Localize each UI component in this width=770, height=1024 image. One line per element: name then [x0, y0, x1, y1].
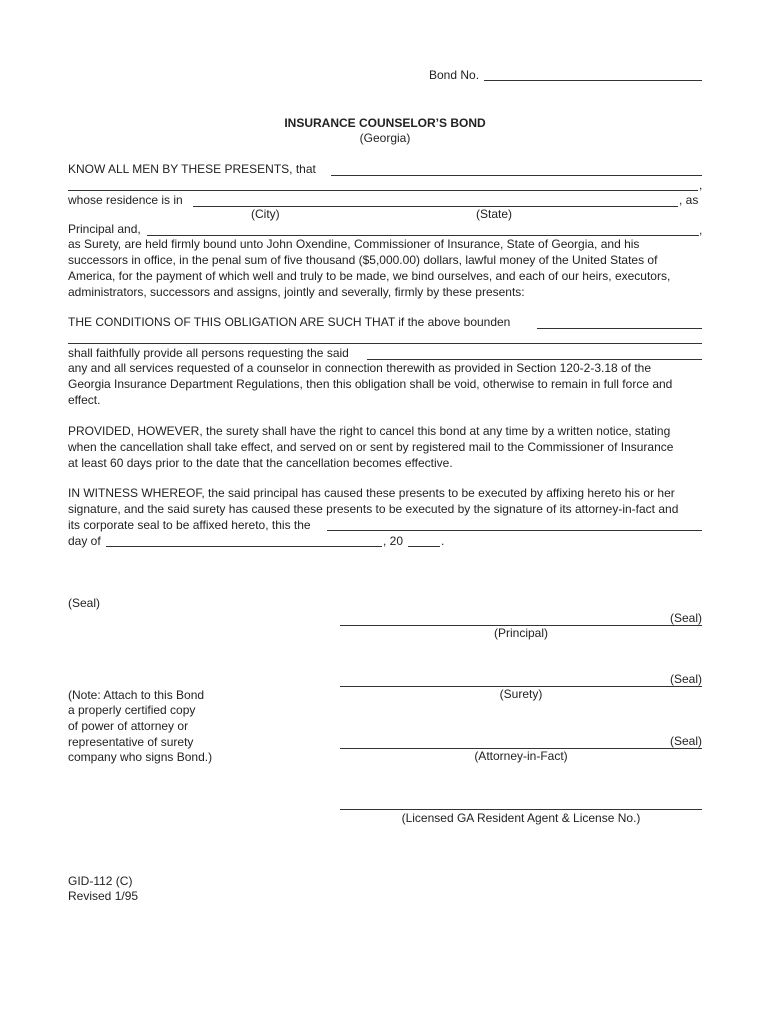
note-line-1: (Note: Attach to this Bond	[68, 688, 205, 702]
whose-residence-text: whose residence is in	[68, 193, 183, 207]
provided-line-3: at least 60 days prior to the date that the cancellation becomes effective.	[68, 456, 453, 470]
year-field[interactable]	[408, 546, 440, 547]
bounden-field[interactable]	[537, 328, 702, 329]
surety-line-3: America, for the payment of which well and truly to be made, we bind ourselves, and each of our heirs, executors,	[68, 269, 671, 283]
surety-seal: (Seal)	[669, 672, 702, 686]
form-title: INSURANCE COUNSELOR’S BOND	[284, 116, 486, 130]
said-field[interactable]	[367, 359, 702, 360]
city-label: (City)	[251, 207, 280, 221]
day-of-text: day of	[68, 534, 101, 548]
principal-seal: (Seal)	[669, 611, 702, 625]
principal-label: (Principal)	[493, 626, 548, 640]
shall-provide-text: shall faithfully provide all persons requesting the said	[68, 346, 349, 360]
agent-label: (Licensed GA Resident Agent & License No.)	[401, 811, 641, 825]
date-field[interactable]	[327, 530, 702, 531]
state-label: (State)	[476, 207, 513, 221]
attorney-seal: (Seal)	[669, 734, 702, 748]
seal-left: (Seal)	[68, 596, 101, 610]
note-line-3: of power of attorney or	[68, 719, 189, 733]
surety-line-1: as Surety, are held firmly bound unto John Oxendine, Commissioner of Insurance, State of Georgia, and his	[68, 237, 640, 251]
know-all-men-text: KNOW ALL MEN BY THESE PRESENTS, that	[68, 162, 316, 176]
year-period: .	[441, 534, 445, 548]
bond-no-field[interactable]	[484, 80, 702, 81]
form-subtitle: (Georgia)	[359, 131, 411, 145]
note-line-2: a properly certified copy	[68, 703, 196, 717]
bounden-field-2[interactable]	[68, 343, 702, 344]
conditions-text: THE CONDITIONS OF THIS OBLIGATION ARE SUCH THAT if the above bounden	[68, 315, 511, 329]
services-line-3: effect.	[68, 393, 101, 407]
year-prefix: , 20	[383, 534, 404, 548]
comma-1: ,	[699, 178, 703, 192]
revised-date: Revised 1/95	[68, 889, 139, 903]
form-id: GID-112 (C)	[68, 874, 133, 888]
bond-no-label: Bond No.	[429, 68, 480, 82]
note-line-4: representative of surety	[68, 735, 194, 749]
surety-line-2: successors in office, in the penal sum of five thousand ($5,000.00) dollars, lawful money of the United States of	[68, 253, 658, 267]
witness-line-1: IN WITNESS WHEREOF, the said principal has caused these presents to be executed by affixing hereto his or her	[68, 486, 675, 500]
agent-signature-line[interactable]	[340, 809, 702, 810]
as-text: , as	[679, 193, 699, 207]
services-line-2: Georgia Insurance Department Regulations, then this obligation shall be void, otherwise to remain in full force and	[68, 377, 673, 391]
witness-line-2: signature, and the said surety has caused these presents to be executed by the signature of its attorney-in-fact and	[68, 502, 679, 516]
comma-2: ,	[699, 223, 703, 237]
attorney-label: (Attorney-in-Fact)	[474, 749, 568, 763]
note-line-5: company who signs Bond.)	[68, 750, 213, 764]
witness-line-3: its corporate seal to be affixed hereto, this the	[68, 518, 311, 532]
principal-name-field[interactable]	[331, 175, 702, 176]
provided-line-2: when the cancellation shall take effect, and served on or sent by registered mail to the Commissioner of Insurance	[68, 440, 674, 454]
principal-name-field-2[interactable]	[68, 190, 698, 191]
provided-line-1: PROVIDED, HOWEVER, the surety shall have the right to cancel this bond at any time by a written notice, stating	[68, 424, 671, 438]
surety-label: (Surety)	[499, 687, 543, 701]
services-line-1: any and all services requested of a counselor in connection therewith as provided in Section 120-2-3.18 of the	[68, 361, 652, 375]
surety-name-field[interactable]	[147, 235, 699, 236]
surety-line-4: administrators, successors and assigns, jointly and severally, firmly by these presents:	[68, 285, 525, 299]
month-field[interactable]	[106, 546, 382, 547]
principal-and-text: Principal and,	[68, 222, 141, 236]
